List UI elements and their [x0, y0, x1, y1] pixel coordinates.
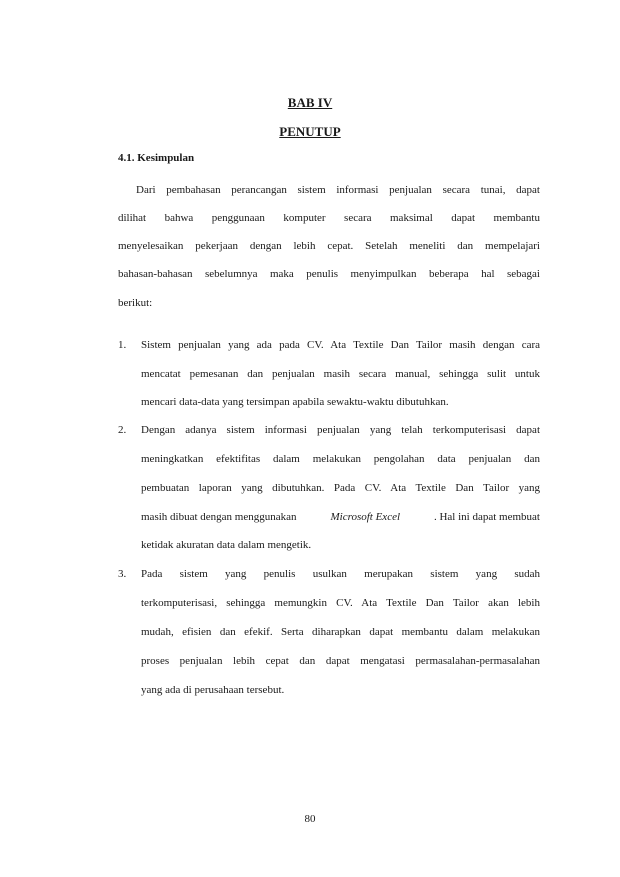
list-item-line: meningkatkan efektifitas dalam melakukan pengolahan data penjualan dan: [141, 453, 540, 465]
list-item-line: Sistem penjualan yang ada pada CV. Ata Textile Dan Tailor masih dengan cara: [141, 339, 540, 351]
chapter-heading: BAB IV: [287, 95, 333, 110]
list-item-line: Dengan adanya sistem informasi penjualan yang telah terkomputerisasi dapat: [141, 424, 540, 436]
list-item-line: terkomputerisasi, sehingga memungkin CV. Ata Textile Dan Tailor akan lebih: [141, 597, 540, 609]
italic-term: Microsoft Excel: [330, 511, 401, 523]
intro-line: Dari pembahasan perancangan sistem informasi penjualan secara tunai, dapat: [136, 184, 540, 196]
list-item-line: yang ada di perusahaan tersebut.: [141, 684, 285, 696]
list-number: 1.: [118, 339, 127, 351]
list-item-line: proses penjualan lebih cepat dan dapat mengatasi permasalahan-permasalahan: [141, 655, 540, 667]
list-number: 3.: [118, 568, 127, 580]
list-item-line: mudah, efisien dan efekif. Serta diharapkan dapat membantu dalam melakukan: [141, 626, 540, 638]
list-item-text: masih dibuat dengan menggunakan: [141, 511, 297, 523]
intro-line: dilihat bahwa penggunaan komputer secara maksimal dapat membantu: [118, 212, 540, 224]
chapter-title: PENUTUP: [279, 124, 341, 139]
intro-line: menyelesaikan pekerjaan dengan lebih cepat. Setelah meneliti dan mempelajari: [118, 240, 540, 252]
list-item-line: pembuatan laporan yang dibutuhkan. Pada CV. Ata Textile Dan Tailor yang: [141, 482, 540, 494]
section-heading: 4.1. Kesimpulan: [118, 152, 195, 164]
list-item-line: Pada sistem yang penulis usulkan merupakan sistem yang sudah: [141, 568, 540, 580]
list-item-line: ketidak akuratan data dalam mengetik.: [141, 539, 312, 551]
intro-line: bahasan-bahasan sebelumnya maka penulis menyimpulkan beberapa hal sebagai: [118, 268, 540, 280]
page-number: 80: [304, 813, 316, 825]
list-item-line: mencari data-data yang tersimpan apabila sewaktu-waktu dibutuhkan.: [141, 396, 449, 408]
list-number: 2.: [118, 424, 127, 436]
list-item-line: mencatat pemesanan dan penjualan masih secara manual, sehingga sulit untuk: [141, 368, 540, 380]
list-item-text: . Hal ini dapat membuat: [433, 511, 540, 523]
intro-line: berikut:: [118, 297, 153, 309]
list-item-line: [141, 510, 540, 524]
